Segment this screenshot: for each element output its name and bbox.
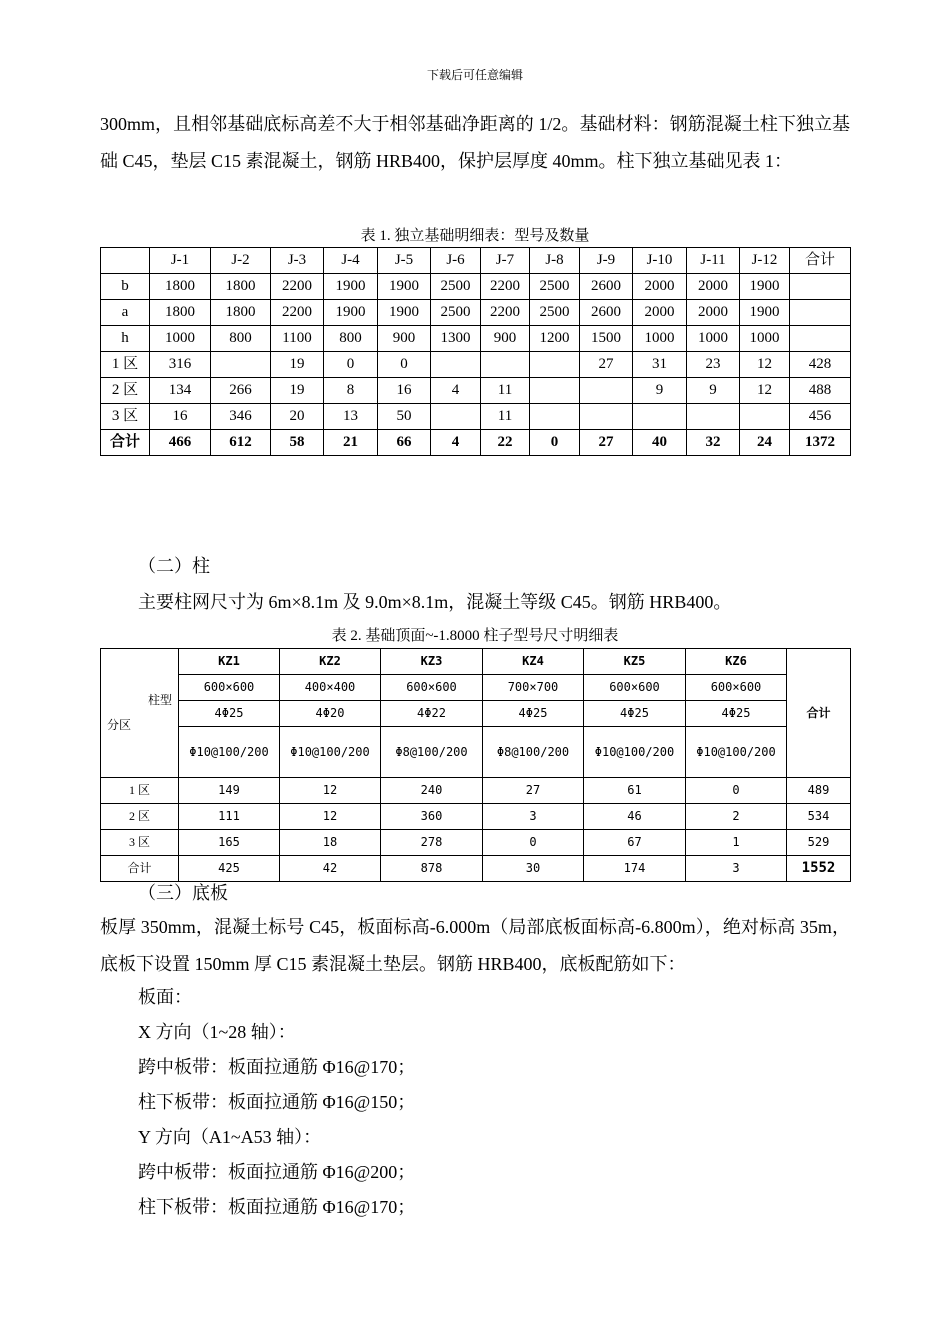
table2-row xyxy=(101,778,851,804)
table1-cell: 11 xyxy=(481,404,530,430)
table1-cell: 1000 xyxy=(740,326,790,352)
table1-cell: 2200 xyxy=(481,274,530,300)
table2-cell: 534 xyxy=(787,804,851,830)
table1-caption: 表 1. 独立基础明细表：型号及数量 xyxy=(360,228,590,244)
table1-cell: 2000 xyxy=(687,300,740,326)
table1-col-header: J-9 xyxy=(580,248,633,274)
table1-row xyxy=(101,352,851,378)
table1-cell: 27 xyxy=(580,352,633,378)
table2-spec-row xyxy=(101,727,851,778)
table1-cell: 58 xyxy=(271,430,324,456)
table1-header-row xyxy=(101,248,851,274)
table1-cell: 24 xyxy=(740,430,790,456)
table2-spec-cell: 4Φ25 xyxy=(483,701,584,727)
slab-line: 跨中板带：板面拉通筋 Φ16@170； xyxy=(138,1057,416,1077)
table1-col-header: J-1 xyxy=(150,248,211,274)
table2-cell: 67 xyxy=(584,830,686,856)
table1-cell: 1000 xyxy=(687,326,740,352)
table2-cell: 2 xyxy=(686,804,787,830)
table1-cell: 1800 xyxy=(150,300,211,326)
table1-cell: 2200 xyxy=(481,300,530,326)
table1-cell: 66 xyxy=(378,430,431,456)
slab-line: 跨中板带：板面拉通筋 Φ16@200； xyxy=(138,1162,416,1182)
table1-cell: 1900 xyxy=(740,300,790,326)
table1-cell: 19 xyxy=(271,352,324,378)
table2-row-label: 1 区 xyxy=(101,778,179,804)
table2-row xyxy=(101,856,851,882)
table1-cell: 2000 xyxy=(633,274,687,300)
table2-cell: 149 xyxy=(179,778,280,804)
table2-cell: 30 xyxy=(483,856,584,882)
table1-cell: 4 xyxy=(431,430,481,456)
table1-cell xyxy=(580,404,633,430)
table1-cell: 2500 xyxy=(530,300,580,326)
page-header: 下载后可任意编辑 xyxy=(426,68,523,82)
table2-spec-cell: 600×600 xyxy=(686,675,787,701)
table2-col-header: KZ2 xyxy=(280,649,381,675)
table2-caption: 表 2. 基础顶面~-1.8000 柱子型号尺寸明细表 xyxy=(331,628,619,644)
corner-bottom-label: 分区 xyxy=(107,718,132,732)
table2-spec-cell: 4Φ20 xyxy=(280,701,381,727)
table2-cell: 61 xyxy=(584,778,686,804)
table1-cell: 1100 xyxy=(271,326,324,352)
table1-cell: 2000 xyxy=(687,274,740,300)
slab-line: 板面： xyxy=(138,987,192,1007)
table1-cell: 1200 xyxy=(530,326,580,352)
table1-cell: 0 xyxy=(530,430,580,456)
table2-cell: 878 xyxy=(381,856,483,882)
table2-spec-cell: 700×700 xyxy=(483,675,584,701)
table2-col-header: KZ3 xyxy=(381,649,483,675)
table1-cell: 2500 xyxy=(530,274,580,300)
table1-cell: 0 xyxy=(378,352,431,378)
table1-cell: 1300 xyxy=(431,326,481,352)
table1-cell: 9 xyxy=(687,378,740,404)
table1-cell: 21 xyxy=(324,430,378,456)
table2-spec-cell: Φ10@100/200 xyxy=(179,727,280,778)
table1-cell: 612 xyxy=(211,430,271,456)
table1-cell: 428 xyxy=(790,352,851,378)
table2-header-row xyxy=(101,649,851,675)
table1-col-header: J-12 xyxy=(740,248,790,274)
table1-cell: 800 xyxy=(324,326,378,352)
table1-row xyxy=(101,300,851,326)
table1-cell xyxy=(481,352,530,378)
foundation-table xyxy=(100,247,851,456)
table2-cell: 529 xyxy=(787,830,851,856)
table2-row xyxy=(101,804,851,830)
table2-spec-cell: Φ8@100/200 xyxy=(483,727,584,778)
section3-heading: （三）底板 xyxy=(138,883,228,903)
table1-cell xyxy=(687,404,740,430)
table1-cell xyxy=(530,378,580,404)
table1-col-header: J-6 xyxy=(431,248,481,274)
table2-spec-row xyxy=(101,675,851,701)
table1-cell: 1000 xyxy=(150,326,211,352)
table2-row xyxy=(101,830,851,856)
table1-cell xyxy=(431,404,481,430)
intro-paragraph: 300mm，且相邻基础底标高差不大于相邻基础净距离的 1/2。基础材料：钢筋混凝土柱下独立基础 C45，垫层 C15 素混凝土，钢筋 HRB400，保护层厚度 40mm。柱下独立基础见表 1： xyxy=(100,114,850,171)
column-table xyxy=(100,648,851,882)
table1-cell: 800 xyxy=(211,326,271,352)
table1-cell: 23 xyxy=(687,352,740,378)
table1-cell: 50 xyxy=(378,404,431,430)
table1-row-label: 1 区 xyxy=(101,352,150,378)
table1-col-header: J-3 xyxy=(271,248,324,274)
table1-cell: 16 xyxy=(378,378,431,404)
table1-cell: 346 xyxy=(211,404,271,430)
table1-cell: 488 xyxy=(790,378,851,404)
table1-col-header: 合计 xyxy=(790,248,851,274)
table1-cell xyxy=(790,274,851,300)
table2-row-label: 2 区 xyxy=(101,804,179,830)
table1-cell: 2600 xyxy=(580,300,633,326)
table1-cell: 22 xyxy=(481,430,530,456)
table1-col-header: J-8 xyxy=(530,248,580,274)
table1-cell: 27 xyxy=(580,430,633,456)
table1-col-header: J-2 xyxy=(211,248,271,274)
table1-cell: 1800 xyxy=(211,300,271,326)
table1-row xyxy=(101,430,851,456)
table2-spec-cell: Φ10@100/200 xyxy=(584,727,686,778)
table1-col-header: J-5 xyxy=(378,248,431,274)
table1-cell: 1500 xyxy=(580,326,633,352)
slab-line: X 方向（1~28 轴）： xyxy=(138,1022,296,1042)
table1-cell: 32 xyxy=(687,430,740,456)
table1-cell: 2500 xyxy=(431,274,481,300)
table2-col-header: KZ1 xyxy=(179,649,280,675)
table2-spec-cell: 600×600 xyxy=(584,675,686,701)
table1-cell: 31 xyxy=(633,352,687,378)
slab-line: 柱下板带：板面拉通筋 Φ16@170； xyxy=(138,1197,416,1217)
table1-cell: 456 xyxy=(790,404,851,430)
table2-cell: 240 xyxy=(381,778,483,804)
table1-row xyxy=(101,404,851,430)
corner-top-label: 柱型 xyxy=(147,693,172,707)
table2-spec-cell: 4Φ22 xyxy=(381,701,483,727)
table1-row-label: h xyxy=(101,326,150,352)
table1-row-label: a xyxy=(101,300,150,326)
table2-col-header: KZ6 xyxy=(686,649,787,675)
table1-cell: 16 xyxy=(150,404,211,430)
table1-col-header: J-10 xyxy=(633,248,687,274)
table2-cell: 174 xyxy=(584,856,686,882)
table2-cell: 3 xyxy=(686,856,787,882)
table2-cell: 46 xyxy=(584,804,686,830)
table1-cell: 19 xyxy=(271,378,324,404)
table1-row xyxy=(101,274,851,300)
table2-spec-cell: Φ10@100/200 xyxy=(280,727,381,778)
table2-cell: 360 xyxy=(381,804,483,830)
table2-cell: 1552 xyxy=(787,856,851,882)
table1-cell: 1000 xyxy=(633,326,687,352)
table1-cell: 2500 xyxy=(431,300,481,326)
table1-row-label: 2 区 xyxy=(101,378,150,404)
table1-cell xyxy=(431,352,481,378)
table2-spec-cell: 600×600 xyxy=(179,675,280,701)
table1-cell: 466 xyxy=(150,430,211,456)
table2-cell: 165 xyxy=(179,830,280,856)
table1-cell: 1900 xyxy=(378,300,431,326)
table2-cell: 111 xyxy=(179,804,280,830)
table1-cell: 2000 xyxy=(633,300,687,326)
table2-cell: 0 xyxy=(483,830,584,856)
table1-cell: 1900 xyxy=(378,274,431,300)
table2-row-label: 3 区 xyxy=(101,830,179,856)
table2-spec-cell: 400×400 xyxy=(280,675,381,701)
table1-row-label: 3 区 xyxy=(101,404,150,430)
table1-cell: 1800 xyxy=(211,274,271,300)
table2-cell: 3 xyxy=(483,804,584,830)
table2-corner xyxy=(101,649,179,778)
table1-row xyxy=(101,378,851,404)
table1-cell: 12 xyxy=(740,378,790,404)
table2-spec-row xyxy=(101,701,851,727)
table2-cell: 0 xyxy=(686,778,787,804)
table1-cell: 1372 xyxy=(790,430,851,456)
table1-cell xyxy=(530,352,580,378)
table2-cell: 27 xyxy=(483,778,584,804)
table1-cell: 1900 xyxy=(324,300,378,326)
table1-col-header: J-7 xyxy=(481,248,530,274)
section2-text: 主要柱网尺寸为 6m×8.1m 及 9.0m×8.1m，混凝土等级 C45。钢筋 HRB400。 xyxy=(138,592,732,612)
table1-cell xyxy=(790,300,851,326)
table1-cell xyxy=(211,352,271,378)
table2-spec-cell: Φ10@100/200 xyxy=(686,727,787,778)
table1-cell: 11 xyxy=(481,378,530,404)
table2-total-header: 合计 xyxy=(787,649,851,778)
table1-cell: 1900 xyxy=(324,274,378,300)
slab-line: Y 方向（A1~A53 轴）： xyxy=(138,1127,322,1147)
table2-cell: 489 xyxy=(787,778,851,804)
table2-spec-cell: 4Φ25 xyxy=(584,701,686,727)
table1-cell: 2200 xyxy=(271,300,324,326)
table1-cell: 316 xyxy=(150,352,211,378)
table2-spec-cell: Φ8@100/200 xyxy=(381,727,483,778)
table2-cell: 278 xyxy=(381,830,483,856)
table2-spec-cell: 4Φ25 xyxy=(179,701,280,727)
table1-cell: 8 xyxy=(324,378,378,404)
table1-cell: 2200 xyxy=(271,274,324,300)
table1-cell: 12 xyxy=(740,352,790,378)
table2-cell: 1 xyxy=(686,830,787,856)
table1-cell: 900 xyxy=(481,326,530,352)
table1-cell xyxy=(740,404,790,430)
table1-cell: 20 xyxy=(271,404,324,430)
table2-col-header: KZ5 xyxy=(584,649,686,675)
table1-cell: 1800 xyxy=(150,274,211,300)
table1-col-header: J-4 xyxy=(324,248,378,274)
table2-cell: 12 xyxy=(280,778,381,804)
table2-cell: 425 xyxy=(179,856,280,882)
table1-row-label: 合计 xyxy=(101,430,150,456)
section3-paragraph: 板厚 350mm，混凝土标号 C45，板面标高-6.000m（局部底板面标高-6.800m），绝对标高 35m，底板下设置 150mm 厚 C15 素混凝土垫层。钢筋 HRB400，底板配筋如下： xyxy=(100,917,850,974)
table2-row-label: 合计 xyxy=(101,856,179,882)
table1-cell: 266 xyxy=(211,378,271,404)
table1-cell: 1900 xyxy=(740,274,790,300)
table1-cell: 134 xyxy=(150,378,211,404)
table1-cell xyxy=(580,378,633,404)
table2-cell: 12 xyxy=(280,804,381,830)
table1-cell xyxy=(633,404,687,430)
table1-col-header xyxy=(101,248,150,274)
table2-spec-cell: 600×600 xyxy=(381,675,483,701)
table1-cell: 0 xyxy=(324,352,378,378)
table2-cell: 18 xyxy=(280,830,381,856)
table1-cell: 13 xyxy=(324,404,378,430)
table2-cell: 42 xyxy=(280,856,381,882)
table2-col-header: KZ4 xyxy=(483,649,584,675)
table1-cell: 4 xyxy=(431,378,481,404)
table1-row-label: b xyxy=(101,274,150,300)
table1-row xyxy=(101,326,851,352)
table1-cell: 9 xyxy=(633,378,687,404)
table1-cell xyxy=(790,326,851,352)
section2-heading: （二）柱 xyxy=(138,556,210,576)
table1-cell: 40 xyxy=(633,430,687,456)
table1-cell xyxy=(530,404,580,430)
slab-line: 柱下板带：板面拉通筋 Φ16@150； xyxy=(138,1092,416,1112)
table2-spec-cell: 4Φ25 xyxy=(686,701,787,727)
table1-col-header: J-11 xyxy=(687,248,740,274)
table1-cell: 900 xyxy=(378,326,431,352)
table1-cell: 2600 xyxy=(580,274,633,300)
